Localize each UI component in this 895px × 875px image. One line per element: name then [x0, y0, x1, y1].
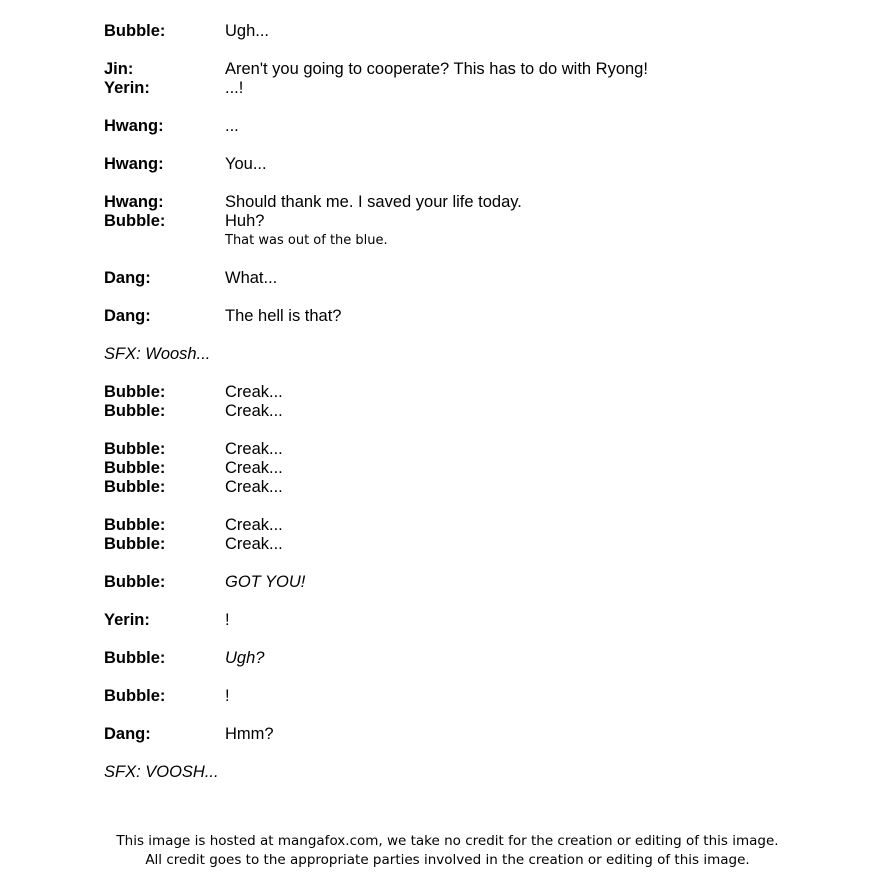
dialogue-block: [104, 117, 864, 136]
dialogue-text: Creak...: [225, 478, 283, 496]
dialogue-text: That was out of the blue.: [225, 233, 388, 248]
speaker-name: Bubble:: [104, 687, 166, 705]
dialogue-line: [104, 459, 864, 478]
dialogue-line: [104, 22, 864, 41]
dialogue-line: [104, 193, 864, 212]
speaker-name: [104, 231, 225, 250]
speaker-name: Dang:: [104, 269, 151, 287]
dialogue-text: Creak...: [225, 516, 283, 534]
sfx-text: SFX: Woosh...: [104, 345, 211, 363]
credit-footer: [0, 832, 895, 870]
dialogue-block: [104, 687, 864, 706]
speaker-name: Jin:: [104, 60, 134, 78]
dialogue-block: [104, 516, 864, 554]
speaker-name: Bubble:: [104, 535, 166, 553]
dialogue-text: Creak...: [225, 535, 283, 553]
dialogue-block: [104, 725, 864, 744]
dialogue-line: [104, 611, 864, 630]
dialogue-block: [104, 269, 864, 288]
dialogue-line: [104, 307, 864, 326]
dialogue-block: [104, 60, 864, 98]
dialogue-line: [104, 535, 864, 554]
dialogue-block: [104, 649, 864, 668]
dialogue-line: [104, 79, 864, 98]
dialogue-text: Ugh...: [225, 22, 270, 40]
speaker-name: Dang:: [104, 725, 151, 743]
dialogue-block: [104, 307, 864, 326]
dialogue-text: Aren't you going to cooperate? This has to do with Ryong!: [225, 60, 648, 78]
dialogue-text: Creak...: [225, 402, 283, 420]
speaker-name: Hwang:: [104, 155, 164, 173]
speaker-name: Bubble:: [104, 516, 166, 534]
dialogue-text: ...: [225, 117, 239, 135]
dialogue-block: [104, 193, 864, 250]
sfx-text: SFX: VOOSH...: [104, 763, 219, 781]
sfx-line: [104, 345, 864, 364]
dialogue-line: [104, 231, 864, 250]
dialogue-line: [104, 402, 864, 421]
footer-line-2: All credit goes to the appropriate parties involved in the creation or editing of this image.: [145, 852, 750, 868]
speaker-name: Bubble:: [104, 478, 166, 496]
dialogue-block: [104, 155, 864, 174]
speaker-name: Bubble:: [104, 649, 166, 667]
dialogue-text: Creak...: [225, 440, 283, 458]
dialogue-block: [104, 573, 864, 592]
dialogue-line: [104, 516, 864, 535]
dialogue-block: [104, 345, 864, 364]
dialogue-text: Huh?: [225, 212, 265, 230]
script-transcript: [104, 22, 864, 801]
speaker-name: Bubble:: [104, 383, 166, 401]
dialogue-line: [104, 440, 864, 459]
dialogue-text: You...: [225, 155, 267, 173]
speaker-name: Bubble:: [104, 22, 166, 40]
dialogue-text: Hmm?: [225, 725, 274, 743]
speaker-name: Hwang:: [104, 117, 164, 135]
dialogue-line: [104, 687, 864, 706]
dialogue-line: [104, 269, 864, 288]
dialogue-block: [104, 763, 864, 782]
speaker-name: Yerin:: [104, 79, 150, 97]
dialogue-block: [104, 440, 864, 497]
dialogue-line: [104, 383, 864, 402]
speaker-name: Dang:: [104, 307, 151, 325]
speaker-name: Bubble:: [104, 402, 166, 420]
dialogue-line: [104, 478, 864, 497]
dialogue-text: Creak...: [225, 459, 283, 477]
dialogue-text: What...: [225, 269, 278, 287]
dialogue-line: [104, 155, 864, 174]
dialogue-line: [104, 725, 864, 744]
dialogue-text: !: [225, 611, 230, 629]
dialogue-block: [104, 383, 864, 421]
speaker-name: Bubble:: [104, 440, 166, 458]
dialogue-text: GOT YOU!: [225, 573, 306, 591]
speaker-name: Yerin:: [104, 611, 150, 629]
footer-line-1: This image is hosted at mangafox.com, we take no credit for the creation or editing of this image.: [116, 833, 779, 849]
dialogue-text: ...!: [225, 79, 244, 97]
dialogue-line: [104, 573, 864, 592]
dialogue-line: [104, 117, 864, 136]
dialogue-block: [104, 22, 864, 41]
speaker-name: Hwang:: [104, 193, 164, 211]
speaker-name: Bubble:: [104, 573, 166, 591]
dialogue-line: [104, 60, 864, 79]
dialogue-text: Ugh?: [225, 649, 265, 667]
dialogue-text: The hell is that?: [225, 307, 342, 325]
speaker-name: Bubble:: [104, 459, 166, 477]
dialogue-text: Should thank me. I saved your life today.: [225, 193, 522, 211]
dialogue-line: [104, 649, 864, 668]
dialogue-text: !: [225, 687, 230, 705]
dialogue-block: [104, 611, 864, 630]
dialogue-line: [104, 212, 864, 231]
sfx-line: [104, 763, 864, 782]
speaker-name: Bubble:: [104, 212, 166, 230]
dialogue-text: Creak...: [225, 383, 283, 401]
